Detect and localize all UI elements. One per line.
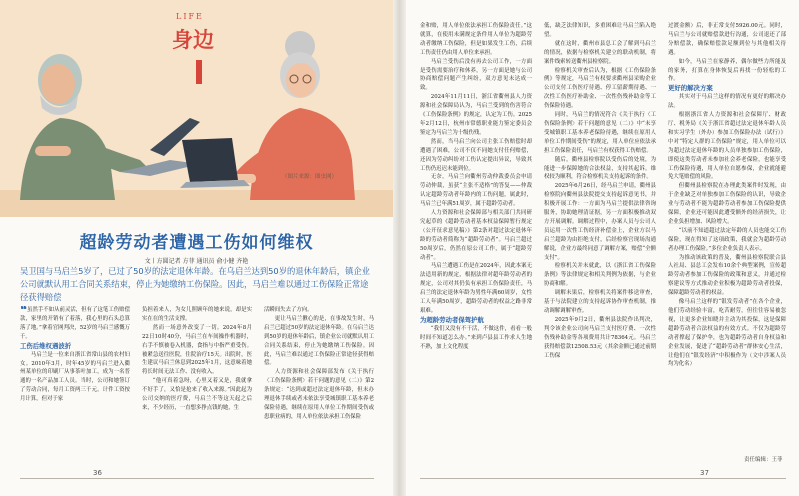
quote-mark-icon: ❝	[20, 306, 27, 318]
right-column-3	[668, 22, 786, 452]
paragraph: “我们又没有不干活，不做这件，看看一般时间不知道怎么办。”来到卢县县工作求人生地不熟，加上文化程度	[420, 325, 532, 350]
left-column-2	[142, 306, 252, 466]
paragraph: 人力资源和社会保障部发布《关于执行〈工伤保险条例〉若干问题的意见（二）》第2条规定：“达到或超过法定退休年龄，但未办理退休手续或者未依法享受城镇职工基本养老保险待遇，继续在原用人单位工作期间受伤或患职业病的，用人单位依法承担工伤保险	[264, 369, 374, 420]
left-page	[0, 0, 393, 496]
paragraph: 负担着来人，为女儿照顾年的她来说，却是实实在在的生活支撑。	[142, 307, 252, 322]
footer-rule	[420, 478, 786, 479]
paragraph: 金和赔，用人单位依法承担工伤保险责任。”这就算，在使用未满规定条件用人单位为超龄劳动者缴纳工伤保险，但是如果发生工伤，后续工伤责任仍由用人单位来承担。	[420, 23, 532, 56]
section-accent-bar	[196, 60, 202, 84]
paragraph: 同时，马启兰的情况符合《关于执行〈工伤保险条例〉若干问题的意见（二）》中“未享受城镇职工基本养老保险待遇，继续在原用人单位工作期间受伤”的规定，用人单位应依法承担工伤保险责任，马启兰有权获得工伤赔偿。	[544, 112, 656, 154]
paragraph: 如今，马启兰在家静养，偶尔做些力所能及的家务，打算在身体恢复后再找一份轻松的工作。	[668, 58, 786, 83]
paragraph: “他可真着急呀，心里又着又是，我就拿不好手了，又恰是抢来了收入来源。”因此起为公司交纳的医疗费，马启兰不等这天起之后来，不少经历，一直想多挣点钱的她，生	[142, 378, 252, 411]
paragraph: 然而一场意外改变了一切。2024年8月22日10时40分，马启兰在车间操作机器时，右手不慎被卷入机器，食指与中指严重受伤。被紧急送往医院，住院治疗15天。出院时，医生建议马启兰休息到2025年1月，这意味着她将长时间无法工作、没有收入。	[142, 324, 252, 376]
page-number-right: 37	[700, 469, 709, 477]
paragraph: 检察机关审查后认为，根据《工伤保险条例》等规定，马启兰有权要求衢州县采购企业公司支付工伤医疗待遇、停工留薪期待遇、一次性工伤医疗补助金、一次性伤残补助金等工伤保险待遇。	[544, 67, 656, 110]
footer-rule	[20, 478, 374, 479]
left-column-3	[264, 306, 374, 466]
page-gutter	[393, 0, 406, 496]
article-lead: 吴卫国与马启兰5岁了，已过了50岁的法定退休年龄。在乌启兰达到50岁的退休年龄后，镇企业公司就默认用工合同关系结束，停止为她缴纳工伤保险。因此，马启兰难以通过工伤保险正常途径获得赔偿	[20, 266, 370, 302]
paragraph: 像马启兰这样的“银发劳动者”在各个企业，他们劳动经验丰富，吃苦耐劳，但往往容易被忽视，让更多企业知晓并主动为其投保，这是保障超龄劳动者合法权益的有效方式。不仅为超龄劳动者撑起了保护伞，也为超龄劳动者自身权益和企业发展，促进了“超龄劳动者”群体安心生活，让他们在“银发经济”中积极作为（文中涉案人员均为化名）	[668, 299, 786, 368]
subhead: 工伤后维权遇波折	[20, 341, 72, 350]
paragraph: “以前不知道超过法定年龄的人员也能交工伤保险，现在得知了这项政策，我就会为超龄劳动者办理工伤保险。”多位企业负责人表示。	[668, 227, 786, 252]
paragraph: 其实对于马启兰这样的情况有更好的解决办法。	[668, 94, 786, 110]
paragraph: 活瞬间失去了方向。	[264, 307, 313, 313]
article-byline: 文丨方圆记者 方菲 通讯员 俞小健 齐艳	[144, 258, 249, 265]
paragraph: 检察机关并未就此，以《浙江省工伤保险条例》等法律规定和相关判例为依据，与企业协商和解。	[544, 263, 656, 288]
paragraph: 低，缺乏法律知识，多重困难让马启兰陷入绝望。	[544, 23, 656, 38]
paragraph: 但衢州县检察院在办理此类案件时发现，由于企业缺乏对单独参加工伤保险的认识，导致企业与劳动者不能为超龄劳动者参加工伤保险提供保障，企业还可能因此遭受额外的经济损失，让企业负担增加、风险增大。	[668, 183, 786, 225]
hero-illustration	[0, 0, 393, 217]
left-column-1	[20, 306, 130, 466]
laptop-icon	[180, 138, 250, 188]
photo-credit: （图片来源：图虫网）	[282, 174, 338, 180]
paragraph: 人力资源和社会保障部与相关部门共同研究起草的《超龄劳动者基本权益保障暂行规定（公开征求意见稿）》第2条对超过法定退休年龄的劳动者简称为“超龄劳动者”。马启兰超过50周岁后，仍然在原公司工作，属于“超龄劳动者”。	[420, 210, 532, 261]
paragraph: 为推动该政策的普及，衢州县检察院联合县人社局、县总工会发布10余个典型案例，宣传超龄劳动者参加工伤保险的政策和意义，并通过检察建议等方式推动企业积极为超龄劳动者投保，保障超龄劳动者的权益。	[668, 254, 786, 297]
article-title: 超龄劳动者遭遇工伤如何维权	[79, 233, 314, 253]
page-number-left: 36	[93, 469, 102, 477]
paragraph: 随后，衢州县检察院以受伤后的处境，为能进一步保障她的合法权益，支持其起诉。维权较为顺利，符合检察机关支持起诉的条件。	[544, 156, 656, 181]
paragraph: 就在这时，衢州市县总工会了解到马启兰的情况，依据与检察机关建立的联动机制，将案件线索转送衢州县检察院。	[544, 40, 656, 65]
paragraph: 然而，当马启兰向公司主张工伤赔偿时却遭遇了困难，公司不仅不同她支付任何赔偿，还因为劳动纠纷对工伤认定提出异议，导致其工伤仍迟迟未能到位。	[420, 138, 532, 172]
paragraph: 马启兰受伤后没有再去公司工作，一方面是受伤需要治疗和休养，另一方面是她与公司协商赔偿问题产生纠纷，双方意见未达成一致。	[420, 58, 532, 92]
right-column-1	[420, 22, 532, 462]
paragraph: 马启兰是一位来自浙江省常山县的农村妇女。2010年3月，时年45岁的马启兰进入衢州某单位的印刷厂从事茶叶加工，成为一名普通的一名产品加工人员。当时，公司和她签订了劳动合同，每月工资两三千元。计件工资按月计算，但对于家	[20, 351, 130, 403]
paragraph: 过渡金额）后，非正常支付5926.00元。同时，马启兰与公司就赔偿款进行沟通，公司退还了部分赔偿款，确保赔偿款足额到位与其他相关待遇。	[668, 23, 786, 56]
paragraph: 虽然手不如从前灵活，但有了这笔工伤赔偿款，家里的开销有了着落，我心里的石头总算落了地。”拿着官网判决，52岁的马启兰感慨万千。	[20, 307, 130, 340]
paragraph: 2025年9月2日，衢州县法院作出判决，判令该企业公司向马启兰支付医疗费、一次性伤残补助金等各项费用共计78364元。马启兰获得赔偿款12508.53元（其余金额已通过前期工伤保	[544, 316, 656, 359]
paragraph: 调解未果后，检察机关将案件移送审查，基于与法院建立的支持起诉协作审查机制，推动调解调解审查。	[544, 290, 656, 314]
right-column-2	[544, 22, 656, 462]
subhead: 为超龄劳动者保驾护航	[420, 315, 484, 324]
subhead: 更好的解决方案	[668, 84, 713, 93]
paragraph: 无奈，马启兰向衢州劳动仲裁委员会申请劳动仲裁，虽获“主张不适格”的答复——仲裁认定超龄劳动者年龄内的工伤问题，属此时，马启兰已年满51周岁，属于超龄劳动者。	[420, 174, 532, 208]
paragraph: 2025年6月26日，经马启兰申请，衢州县检察院向衢州县法院提交支持起诉意见书，并积极开展工作：一方面为马启兰提供法律咨询服务，协助她理清证据，另一方面积极推动双方开展调解。调解过程中，办案人员与公司人员运用一次性工伤经济补偿金上，企业方以马启兰超龄为由拒绝支付，后经检察官现场沟通解说，企业方最终同意了调解方案，赔偿“全额支付”。	[544, 183, 656, 261]
editor-credit: 责任编辑：王菲	[744, 457, 783, 463]
paragraph: 2024年11月11日，浙江省衢州县人力资源和社会保障局认为，马启兰受到的伤害符合《工伤保险条例》的规定，认定为工伤。2025年2月12日，杭州市常德职业能力鉴定委员会鉴定为马启兰为十级伤残。	[420, 94, 532, 136]
paragraph: 马启兰遭遇工伤是在2024年，因此本案无法适用新的规定，根据法律对超年龄劳动者的规定，公司对其仍负有承担工伤保险责任，马启兰的法定退休年龄为男性年满60周岁，女性工人年满50周岁，超龄劳动者的权益之路非常艰难。	[420, 263, 532, 314]
right-page	[406, 0, 799, 496]
section-title: 身边	[172, 27, 214, 52]
elderly-man-illustration	[20, 54, 150, 200]
paragraph: 更让马启兰揪心的是，在事故发生时，马启兰已超过50岁的法定退休年龄。在乌启兰达到50岁的退休年龄后，镇企业公司就默认用工合同关系结束，停止为她缴纳工伤保险。因此，马启兰难以通过工伤保险正常途径获得赔偿。	[264, 315, 374, 367]
paragraph: 根据浙江省人力资源和社会保障厅、财政厅、税务局《关于浙江省超过法定退休年龄人员和实习学生（外办）参加工伤保险办法（试行）》中对“特定人群的工伤保险”规定，用人单位可以为超过法定退休年龄的人员单独参加工伤保险，即使这类劳动者未参加社会养老保险，也能享受工伤保险待遇，用人单位自愿参保，企业就能避免大笔赔偿的风险。	[668, 112, 786, 181]
section-label: LIFE	[176, 12, 204, 21]
